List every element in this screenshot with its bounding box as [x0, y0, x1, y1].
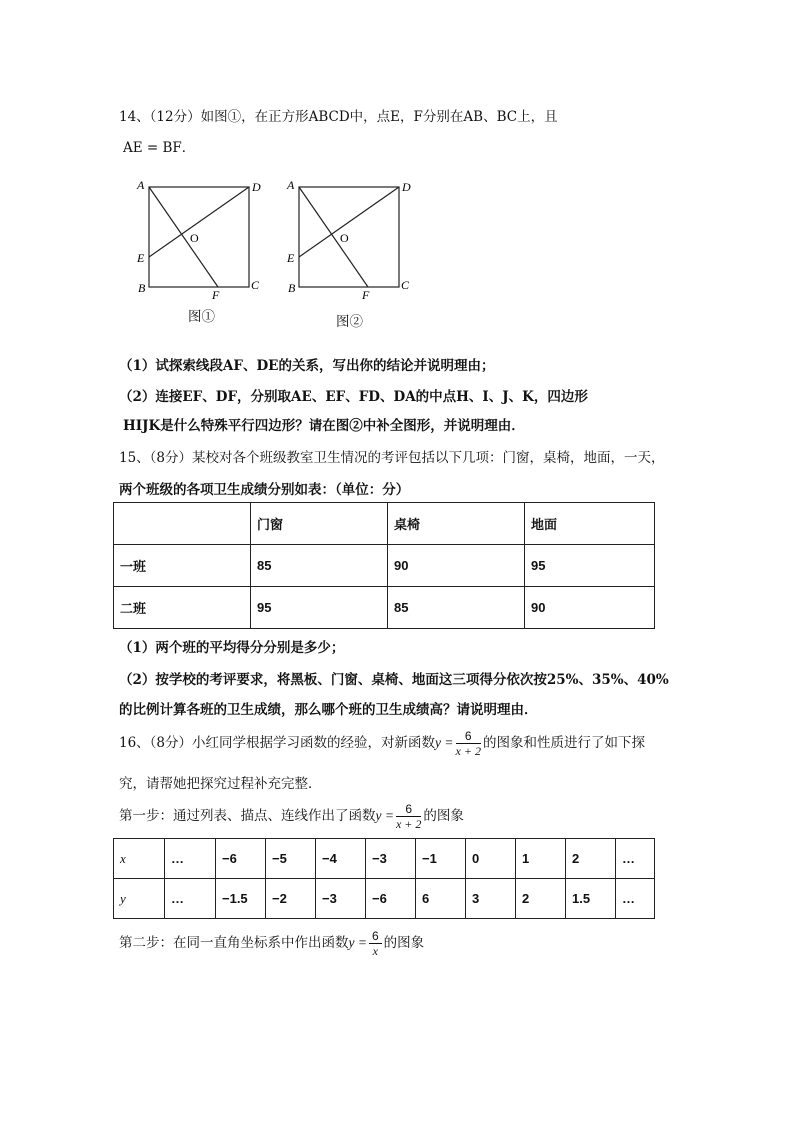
figure-2-caption: 图② — [336, 314, 363, 330]
function-y: y = — [435, 735, 454, 750]
q15-line1: 15、（8分）某校对各个班级教室卫生情况的考评包括以下几项：门窗，桌椅，地面，一天， — [119, 450, 665, 466]
q16-step2-tail: 的图象 — [383, 935, 425, 951]
q15-score-table — [113, 502, 655, 629]
function-y: y = — [375, 808, 394, 823]
table-cell: 2 — [516, 879, 566, 919]
table-row — [114, 545, 655, 587]
table-header-cell: 门窗 — [251, 503, 388, 545]
table-cell: 90 — [525, 587, 655, 629]
label-a: A — [137, 178, 145, 192]
table-cell: 二班 — [114, 587, 251, 629]
q15-part2-line1: （2）按学校的考评要求，将黑板、门窗、桌椅、地面这三项得分依次按25%、35%、40% — [119, 672, 669, 688]
label-d: D — [402, 180, 411, 194]
fraction-numerator: 6 — [396, 802, 421, 817]
figure-2 — [280, 174, 420, 299]
table-cell: 85 — [251, 545, 388, 587]
q16-value-table — [113, 838, 655, 919]
table-cell: y — [114, 879, 165, 919]
table-cell: 1 — [516, 839, 566, 879]
table-cell: 6 — [416, 879, 466, 919]
figure-1-caption: 图① — [188, 309, 215, 325]
label-d: D — [252, 180, 261, 194]
label-f: F — [212, 288, 220, 299]
q16-step1-text: 第一步：通过列表、描点、连线作出了函数 — [119, 808, 376, 824]
table-cell: 90 — [388, 545, 525, 587]
segment-af — [149, 187, 218, 287]
fraction-denominator: x — [372, 944, 378, 958]
table-cell: 2 — [566, 839, 616, 879]
label-a: A — [287, 178, 295, 192]
table-row-y — [114, 879, 655, 919]
table-cell: … — [165, 839, 216, 879]
table-cell: −1.5 — [216, 879, 266, 919]
table-cell: 1.5 — [566, 879, 616, 919]
table-cell: −3 — [316, 879, 366, 919]
table-cell: −3 — [366, 839, 416, 879]
table-cell: 0 — [466, 839, 516, 879]
segment-af — [299, 187, 368, 287]
q16-line1-text: 16、（8分）小红同学根据学习函数的经验，对新函数 — [119, 735, 436, 751]
fraction-denominator: x + 2 — [395, 817, 422, 831]
q15-line2: 两个班级的各项卫生成绩分别如表：（单位：分） — [119, 482, 410, 498]
table-header-row — [114, 503, 655, 545]
table-cell: 95 — [251, 587, 388, 629]
q16-step2 — [119, 926, 424, 960]
table-cell: … — [616, 879, 655, 919]
q14-part1: （1）试探索线段AF、DE的关系，写出你的结论并说明理由； — [119, 358, 495, 374]
label-e: E — [287, 251, 295, 265]
table-cell: 一班 — [114, 545, 251, 587]
table-cell: … — [165, 879, 216, 919]
q15-part1: （1）两个班的平均得分分别是多少； — [119, 640, 345, 656]
table-header-cell — [114, 503, 251, 545]
fraction-numerator: 6 — [369, 929, 382, 944]
table-cell: 95 — [525, 545, 655, 587]
label-b: B — [138, 281, 146, 295]
label-o: O — [340, 231, 349, 245]
table-row-x — [114, 839, 655, 879]
q16-line1-tail: 的图象和性质进行了如下探 — [482, 735, 645, 751]
label-b: B — [288, 281, 296, 295]
q15-part2-line2: 的比例计算各班的卫生成绩，那么哪个班的卫生成绩高？请说明理由． — [119, 702, 538, 718]
figure-1 — [130, 174, 270, 299]
label-c: C — [251, 278, 260, 292]
segment-de — [149, 187, 249, 257]
label-f: F — [362, 288, 370, 299]
table-cell: −6 — [216, 839, 266, 879]
segment-de — [299, 187, 399, 257]
fraction-6-over-x — [369, 929, 382, 958]
q16-line1 — [119, 726, 645, 760]
table-cell: −5 — [266, 839, 316, 879]
q16-line2: 究，请帮她把探究过程补充完整． — [119, 776, 322, 792]
table-cell: −1 — [416, 839, 466, 879]
table-row — [114, 587, 655, 629]
fraction-6-over-x-plus-2 — [456, 729, 481, 758]
table-cell: 85 — [388, 587, 525, 629]
table-cell: −4 — [316, 839, 366, 879]
label-e: E — [137, 251, 145, 265]
table-cell: 3 — [466, 879, 516, 919]
q14-line1: 14、（12分）如图①，在正方形ABCD中，点E，F分别在AB、BC上，且 — [119, 109, 558, 125]
q14-part2-line1: （2）连接EF、DF，分别取AE、EF、FD、DA的中点H、I、J、K，四边形 — [119, 389, 588, 405]
fraction-6-over-x-plus-2 — [396, 802, 421, 831]
q16-step2-text: 第二步：在同一直角坐标系中作出函数 — [119, 935, 349, 951]
q16-step1 — [119, 799, 464, 833]
table-cell: −6 — [366, 879, 416, 919]
fraction-numerator: 6 — [456, 729, 481, 744]
label-o: O — [190, 231, 199, 245]
table-header-cell: 地面 — [525, 503, 655, 545]
table-cell: … — [616, 839, 655, 879]
label-c: C — [401, 278, 410, 292]
function-y: y = — [348, 935, 367, 950]
q14-line2: AE = BF． — [123, 140, 196, 156]
table-cell: −2 — [266, 879, 316, 919]
square-abcd — [149, 187, 249, 287]
square-abcd — [299, 187, 399, 287]
fraction-denominator: x + 2 — [455, 744, 481, 758]
table-cell: x — [114, 839, 165, 879]
table-header-cell: 桌椅 — [388, 503, 525, 545]
q14-part2-line2: HIJK是什么特殊平行四边形？请在图②中补全图形，并说明理由． — [123, 418, 525, 434]
q16-step1-tail: 的图象 — [423, 808, 464, 824]
